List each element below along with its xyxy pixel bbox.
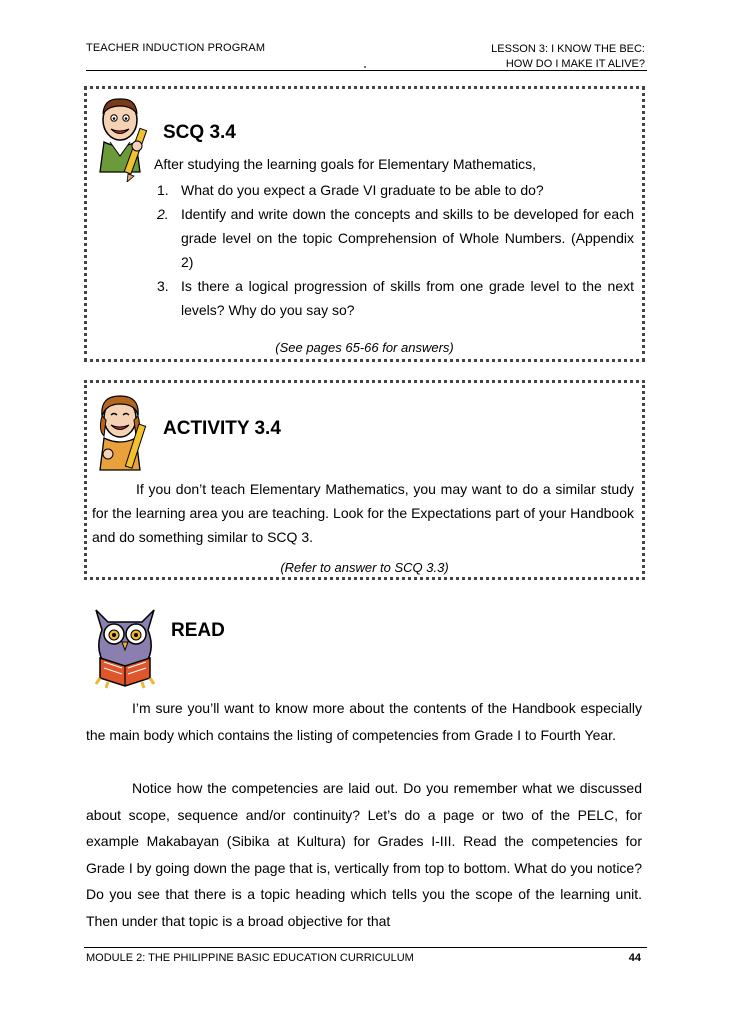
read-paragraph-1: I’m sure you’ll want to know more about the contents of the Handbook especially the main body which contains the listing of competencies from Grade I to Fourth Year. <box>86 700 642 743</box>
activity-answer-note: (Refer to answer to SCQ 3.3) <box>280 560 449 575</box>
footer-rule <box>84 947 647 948</box>
header-rule <box>86 70 647 71</box>
page-number: 44 <box>628 952 641 964</box>
header-right <box>491 42 645 72</box>
scq-answer-note: (See pages 65-66 for answers) <box>275 340 454 355</box>
header-right-line2: HOW DO I MAKE IT ALIVE? <box>505 58 645 70</box>
scq-question-text: Identify and write down the concepts and skills to be developed for each grade level on the topic Comprehension of Whole Numbers. (Appendix 2) <box>181 206 634 270</box>
scq-title: SCQ 3.4 <box>163 122 236 143</box>
read-title: READ <box>171 620 225 641</box>
footer-module-title: MODULE 2: THE PHILIPPINE BASIC EDUCATION CURRICULUM <box>86 952 414 964</box>
scq-question <box>154 202 634 274</box>
activity-text: If you don’t teach Elementary Mathematics, you may want to do a similar study for the learning area you are teaching. Look for the Expectations part of your Handbook and do something similar to SCQ 3. <box>92 481 634 545</box>
scq-question <box>154 274 634 322</box>
header-left: TEACHER INDUCTION PROGRAM <box>86 42 266 54</box>
scq-question-number: 2. <box>157 206 169 222</box>
owl-reading-book-icon <box>86 600 164 690</box>
read-paragraph-2: Notice how the competencies are laid out. Do you remember what we discussed about scope, sequence and/or continuity? Let’s do a page or two of the PELC, for example Makabayan (Sibika at Kultura) for Grades I-III. Read the competencies for Grade I by going down the page that is, vertically from top to bottom. What do you notice? Do you see that there is a topic heading which tells you the scope of the learning unit. Then under that topic is a broad objective for that <box>86 780 642 929</box>
scq-question-number: 3. <box>157 278 169 294</box>
teacher-with-pencil-icon <box>90 94 154 182</box>
scq-intro: After studying the learning goals for Elementary Mathematics, <box>154 156 537 172</box>
scq-question-number: 1. <box>157 182 169 198</box>
scq-question-text: Is there a logical progression of skills from one grade level to the next levels? Why do you say so? <box>181 278 634 318</box>
activity-title: ACTIVITY 3.4 <box>163 418 281 439</box>
teacher-with-pencil-icon <box>90 390 154 476</box>
header-right-line1: LESSON 3: I KNOW THE BEC: <box>491 43 645 55</box>
scq-question <box>154 178 634 202</box>
header-dot <box>364 66 366 68</box>
scq-question-text: What do you expect a Grade VI graduate to be able to do? <box>181 182 544 198</box>
scq-question-list <box>154 178 634 322</box>
